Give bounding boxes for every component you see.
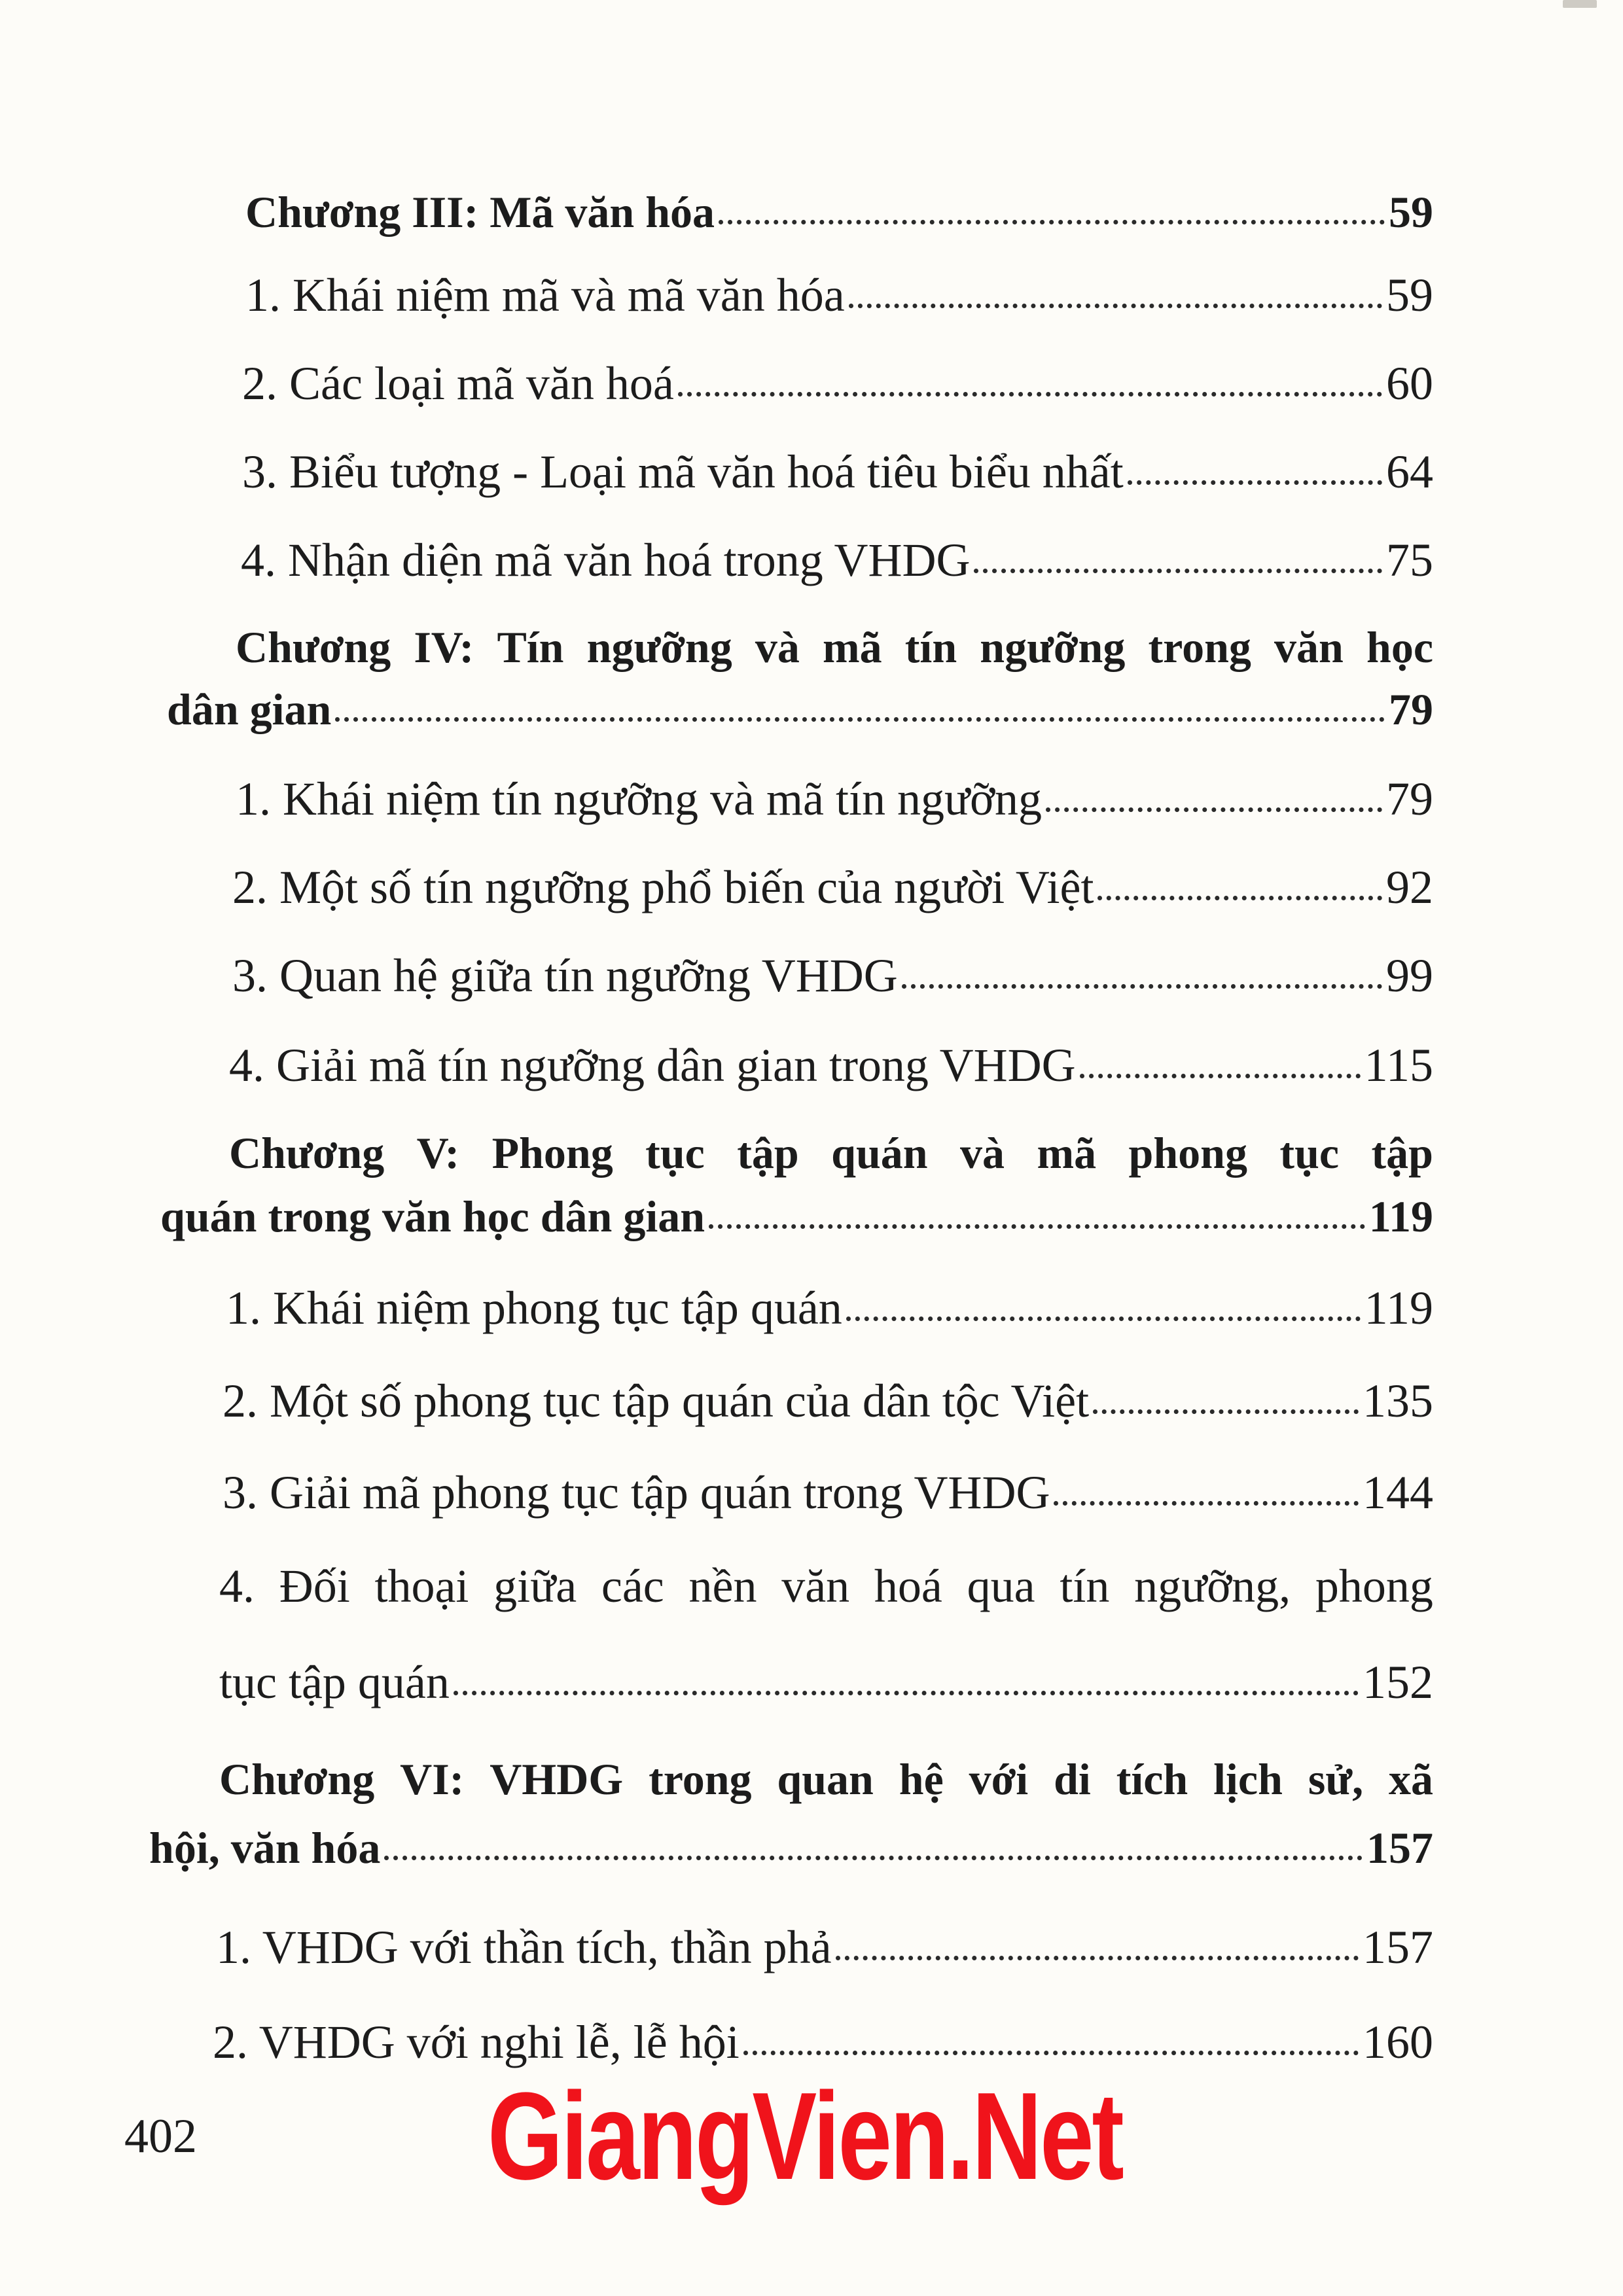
toc-item bbox=[242, 446, 1433, 498]
leader-dots bbox=[384, 1856, 1363, 1860]
toc-chapter-title: hội, văn hóa bbox=[149, 1823, 381, 1873]
toc-page-number: 157 bbox=[1366, 1823, 1433, 1873]
toc-item-text: 3. Biểu tượng - Loại mã văn hoá tiêu biểu nhất bbox=[242, 446, 1124, 498]
toc-page-number: 59 bbox=[1386, 269, 1433, 321]
toc-chapter-6 bbox=[149, 1823, 1433, 1873]
leader-dots bbox=[846, 1316, 1361, 1321]
toc-item bbox=[223, 1375, 1433, 1427]
toc-page-number: 75 bbox=[1386, 534, 1433, 586]
toc-item bbox=[216, 1921, 1433, 1973]
toc-item-text: 1. VHDG với thần tích, thần phả bbox=[216, 1921, 832, 1973]
toc-item bbox=[232, 861, 1433, 913]
toc-page-number: 79 bbox=[1389, 684, 1433, 734]
leader-dots bbox=[1054, 1501, 1359, 1506]
leader-dots bbox=[1046, 807, 1382, 812]
toc-item bbox=[213, 2016, 1433, 2068]
leader-dots bbox=[974, 569, 1382, 573]
toc-item-text: 3. Giải mã phong tục tập quán trong VHDG bbox=[223, 1466, 1050, 1519]
leader-dots bbox=[836, 1956, 1359, 1960]
leader-dots bbox=[335, 717, 1385, 722]
toc-chapter-3 bbox=[245, 187, 1433, 237]
toc-chapter-5-line1: Chương V: Phong tục tập quán và mã phong tục tập bbox=[229, 1128, 1433, 1178]
leader-dots bbox=[902, 984, 1382, 989]
scan-edge-mark bbox=[1563, 0, 1597, 8]
toc-page-number: 92 bbox=[1386, 861, 1433, 913]
toc-page-number: 144 bbox=[1363, 1466, 1433, 1519]
leader-dots bbox=[678, 392, 1382, 397]
toc-chapter-title: quán trong văn học dân gian bbox=[160, 1192, 705, 1241]
toc-item-text: 3. Quan hệ giữa tín ngưỡng VHDG bbox=[232, 949, 898, 1002]
leader-dots bbox=[849, 304, 1382, 308]
toc-item-line1: 4. Đối thoại giữa các nền văn hoá qua tín ngưỡng, phong bbox=[219, 1560, 1433, 1612]
leader-dots bbox=[743, 2051, 1359, 2055]
leader-dots bbox=[454, 1691, 1359, 1695]
toc-item-text: 1. Khái niệm phong tục tập quán bbox=[226, 1282, 842, 1334]
toc-item bbox=[241, 534, 1433, 586]
toc-item-text: 1. Khái niệm mã và mã văn hóa bbox=[245, 269, 845, 321]
toc-item bbox=[232, 949, 1433, 1002]
toc-page-number: 64 bbox=[1386, 446, 1433, 498]
toc-chapter-title: dân gian bbox=[167, 684, 332, 734]
toc-item-text: 4. Giải mã tín ngưỡng dân gian trong VHDG bbox=[229, 1039, 1076, 1091]
toc-page-number: 60 bbox=[1386, 357, 1433, 410]
toc-item-text: 2. Một số tín ngưỡng phổ biến của người Việt bbox=[232, 861, 1094, 913]
toc-item-text: 1. Khái niệm tín ngưỡng và mã tín ngưỡng bbox=[236, 773, 1043, 825]
leader-dots bbox=[1097, 896, 1382, 900]
toc-item bbox=[223, 1466, 1433, 1519]
toc-chapter-title: Chương III: Mã văn hóa bbox=[245, 187, 715, 237]
toc-item bbox=[245, 269, 1433, 321]
leader-dots bbox=[1128, 480, 1382, 485]
toc-item bbox=[236, 773, 1433, 825]
watermark-logo: GiangVien.Net bbox=[488, 2067, 1122, 2206]
toc-page-number: 157 bbox=[1363, 1921, 1433, 1973]
toc-item-text: 2. Các loại mã văn hoá bbox=[242, 357, 674, 410]
toc-page-number: 119 bbox=[1368, 1192, 1433, 1241]
toc-page-number: 59 bbox=[1389, 187, 1433, 237]
toc-chapter-4 bbox=[167, 684, 1433, 734]
page-number: 402 bbox=[124, 2110, 197, 2163]
toc-chapter-4-line1: Chương IV: Tín ngưỡng và mã tín ngưỡng trong văn học bbox=[236, 622, 1433, 672]
leader-dots bbox=[1093, 1409, 1359, 1414]
toc-item bbox=[226, 1284, 1433, 1332]
toc-item-text: 4. Nhận diện mã văn hoá trong VHDG bbox=[241, 534, 971, 586]
leader-dots bbox=[1080, 1074, 1361, 1078]
toc-page-number: 152 bbox=[1363, 1656, 1433, 1708]
toc-item-text: 2. VHDG với nghi lễ, lễ hội bbox=[213, 2016, 740, 2068]
toc-chapter-5 bbox=[160, 1194, 1433, 1239]
toc-page-number: 160 bbox=[1363, 2016, 1433, 2068]
toc-page-number: 135 bbox=[1363, 1375, 1433, 1427]
toc-page-number: 119 bbox=[1364, 1282, 1433, 1334]
toc-page-number: 115 bbox=[1364, 1039, 1433, 1091]
toc-page-number: 79 bbox=[1386, 773, 1433, 825]
toc-page-number: 99 bbox=[1386, 949, 1433, 1002]
toc-item bbox=[219, 1656, 1433, 1708]
toc-item-text: tục tập quán bbox=[219, 1656, 450, 1708]
leader-dots bbox=[719, 220, 1385, 224]
toc-item bbox=[242, 357, 1433, 410]
leader-dots bbox=[709, 1224, 1365, 1229]
toc-chapter-6-line1: Chương VI: VHDG trong quan hệ với di tích lịch sử, xã bbox=[219, 1754, 1433, 1804]
toc-item-text: 2. Một số phong tục tập quán của dân tộc Việt bbox=[223, 1375, 1090, 1427]
toc-item bbox=[229, 1039, 1433, 1091]
